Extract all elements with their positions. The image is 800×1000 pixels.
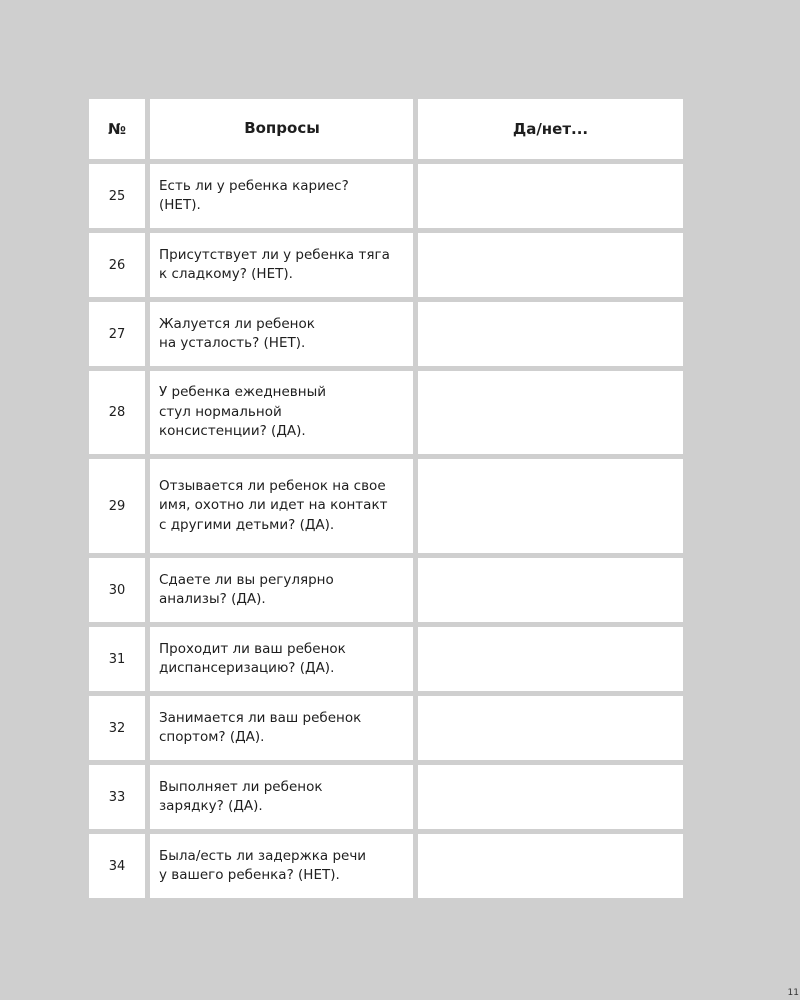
question-text: Была/есть ли задержка речи у вашего ребенка? (НЕТ). [159,847,367,883]
questionnaire-table [89,99,683,903]
question-text: Отзывается ли ребенок на свое имя, охотно ли идет на контакт с другими детьми? (ДА). [159,477,388,533]
row-question [150,765,413,829]
question-text: У ребенка ежедневный стул нормальной консистенции? (ДА). [159,384,327,440]
question-text: Занимается ли ваш ребенок спортом? (ДА). [159,709,362,745]
row-number: 29 [89,459,145,553]
answer-cell[interactable] [418,164,683,228]
question-text: Жалуется ли ребенок на усталость? (НЕТ). [159,315,315,351]
row-number: 30 [89,558,145,622]
row-number: 27 [89,302,145,366]
table-row [89,696,683,760]
question-text: Выполняет ли ребенок зарядку? (ДА). [159,778,323,814]
answer-cell[interactable] [418,371,683,454]
page-number: 11 [787,988,799,998]
question-text: Присутствует ли у ребенка тяга к сладкому? (НЕТ). [159,246,390,282]
row-number: 25 [89,164,145,228]
table-row [89,558,683,622]
row-number: 32 [89,696,145,760]
row-question [150,696,413,760]
question-text: Сдаете ли вы регулярно анализы? (ДА). [159,571,334,607]
question-text: Есть ли у ребенка кариес? (НЕТ). [159,177,349,213]
answer-cell[interactable] [418,627,683,691]
answer-cell[interactable] [418,696,683,760]
header-questions: Вопросы [150,99,413,159]
answer-cell[interactable] [418,558,683,622]
header-answer: Да/нет... [418,99,683,159]
header-number: № [89,99,145,159]
answer-cell[interactable] [418,459,683,553]
row-number: 28 [89,371,145,454]
table-row [89,164,683,228]
row-number: 31 [89,627,145,691]
table-row [89,302,683,366]
table-row [89,627,683,691]
table-header-row [89,99,683,159]
row-number: 34 [89,834,145,898]
row-question [150,558,413,622]
answer-cell[interactable] [418,765,683,829]
answer-cell[interactable] [418,834,683,898]
answer-cell[interactable] [418,233,683,297]
row-question [150,233,413,297]
row-question [150,302,413,366]
table-row [89,459,683,553]
row-question [150,459,413,553]
row-question [150,834,413,898]
table-row [89,834,683,898]
question-text: Проходит ли ваш ребенок диспансеризацию? (ДА). [159,640,346,676]
row-number: 26 [89,233,145,297]
table-row [89,233,683,297]
row-number: 33 [89,765,145,829]
row-question [150,371,413,454]
row-question [150,627,413,691]
table-row [89,371,683,454]
table-row [89,765,683,829]
answer-cell[interactable] [418,302,683,366]
row-question [150,164,413,228]
